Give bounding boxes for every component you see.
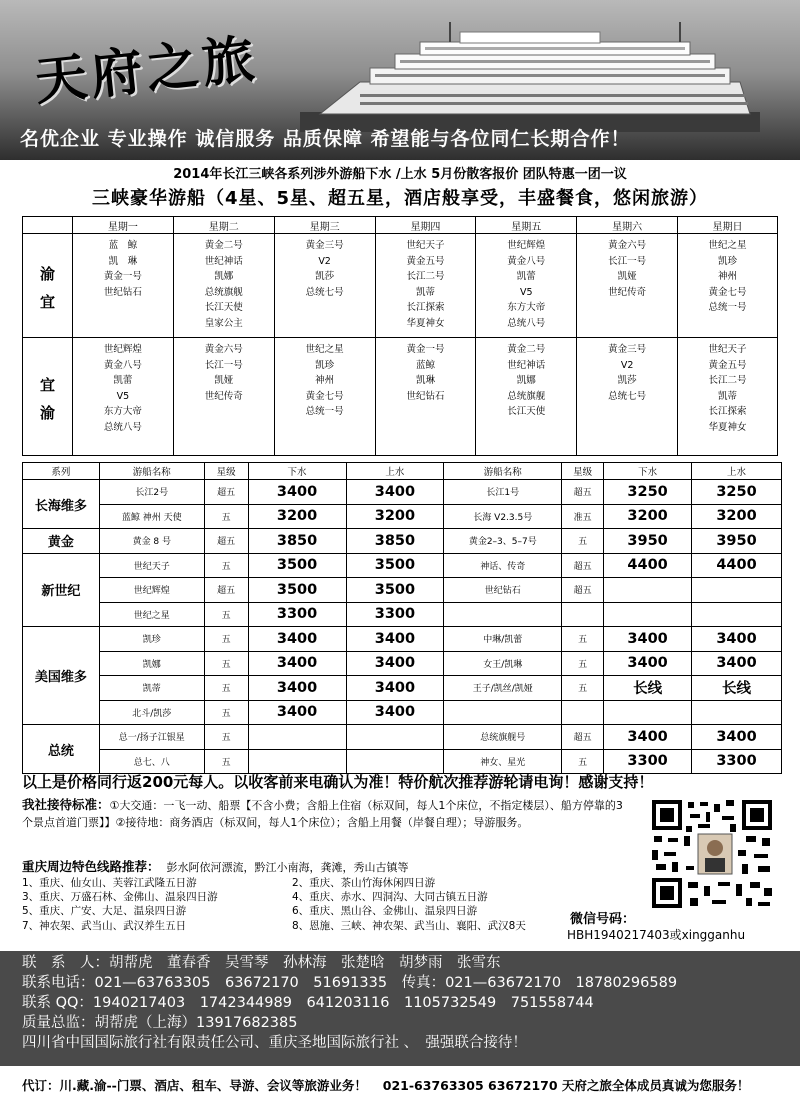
star-level: 五 xyxy=(204,504,248,529)
star-level: 五 xyxy=(204,725,248,750)
price-row xyxy=(23,553,782,578)
series-name: 长海维多 xyxy=(23,480,100,529)
price-up: 3950 xyxy=(692,529,782,554)
day-header: 星期三 xyxy=(274,217,375,234)
price-down xyxy=(604,602,692,627)
schedule-cell: 黄金二号 世纪神话 凯娜 总统旗舰 长江天使 皇家公主 xyxy=(173,234,274,338)
series-name: 美国维多 xyxy=(23,627,100,725)
ship-name: 王子/凯丝/凯娅 xyxy=(444,676,562,701)
schedule-cell: 黄金三号 V2 凯莎 总统七号 xyxy=(577,338,678,456)
star-level: 超五 xyxy=(204,578,248,603)
price-header: 上水 xyxy=(692,463,782,480)
price-down: 3500 xyxy=(248,578,346,603)
price-down: 3250 xyxy=(604,480,692,505)
route-item: 4、重庆、赤水、四洞沟、大同古镇五日游 xyxy=(292,891,488,904)
contact-people: 联 系 人：胡帮虎 董春香 吴雪琴 孙林海 张楚晗 胡梦雨 张雪东 xyxy=(22,955,501,971)
contact-phone: 联系电话：021—63763305 63672170 51691335 传真：021—63672170 18780296589 xyxy=(22,975,678,991)
price-down xyxy=(248,725,346,750)
price-down xyxy=(604,700,692,725)
star-level: 五 xyxy=(204,627,248,652)
schedule-cell: 蓝 鲸 凯 琳 黄金一号 世纪钻石 xyxy=(72,234,173,338)
price-up xyxy=(692,700,782,725)
series-name: 总统 xyxy=(23,725,100,774)
headline: 三峡豪华游船（4星、5星、超五星，酒店般享受，丰盛餐食，悠闲旅游） xyxy=(91,188,709,209)
price-up: 3300 xyxy=(346,602,444,627)
price-down: 4400 xyxy=(604,553,692,578)
price-down: 3400 xyxy=(248,480,346,505)
star-level: 准五 xyxy=(562,504,604,529)
route-list xyxy=(22,876,567,933)
price-row xyxy=(23,602,782,627)
ship-name: 凯珍 xyxy=(99,627,204,652)
ship-name: 长江1号 xyxy=(444,480,562,505)
ship-name: 世纪之星 xyxy=(99,602,204,627)
price-row xyxy=(23,627,782,652)
price-row xyxy=(23,578,782,603)
schedule-cell: 世纪天子 黄金五号 长江二号 凯蒂 长江探索 华夏神女 xyxy=(678,338,778,456)
route-item: 5、重庆、广安、大足、温泉四日游 xyxy=(22,905,187,918)
price-up xyxy=(346,749,444,774)
star-level: 超五 xyxy=(562,578,604,603)
price-row xyxy=(23,725,782,750)
schedule-row xyxy=(23,234,778,338)
route-item: 3、重庆、万盛石林、金佛山、温泉四日游 xyxy=(22,891,218,904)
route-item: 8、恩施、三峡、神农架、武当山、襄阳、武汉8天 xyxy=(292,919,526,932)
logo-title: 天府之旅 xyxy=(31,28,262,113)
price-header: 上水 xyxy=(346,463,444,480)
star-level: 五 xyxy=(204,749,248,774)
price-down: 3400 xyxy=(604,627,692,652)
price-up: 3500 xyxy=(346,578,444,603)
star-level: 超五 xyxy=(562,480,604,505)
price-up: 3400 xyxy=(692,725,782,750)
price-header: 星级 xyxy=(204,463,248,480)
contact-panel xyxy=(0,951,800,1066)
quality-director: 质量总监：胡帮虎（上海）13917682385 xyxy=(22,1015,298,1031)
price-row xyxy=(23,700,782,725)
price-up: 3300 xyxy=(692,749,782,774)
price-row xyxy=(23,504,782,529)
route-item: 1、重庆、仙女山、芙蓉江武隆五日游 xyxy=(22,877,197,889)
price-up xyxy=(692,578,782,603)
route-item: 7、神农架、武当山、武汉养生五日 xyxy=(22,919,187,932)
ship-name: 长江2号 xyxy=(99,480,204,505)
day-header: 星期一 xyxy=(72,217,173,234)
schedule-cell: 世纪之星 凯珍 神州 黄金七号 总统一号 xyxy=(274,338,375,456)
ship-name xyxy=(444,700,562,725)
star-level: 五 xyxy=(562,529,604,554)
star-level: 超五 xyxy=(562,725,604,750)
star-level: 五 xyxy=(204,676,248,701)
ship-name: 女王/凯琳 xyxy=(444,651,562,676)
ship-name: 凯娜 xyxy=(99,651,204,676)
price-row xyxy=(23,480,782,505)
schedule-cell: 世纪天子 黄金五号 长江二号 凯蒂 长江探索 华夏神女 xyxy=(375,234,476,338)
reception-text: ①大交通：一飞一动、船票【不含小费；含船上住宿（标双间，每人1个床位，不指定楼层）、船方停靠的3个景点首道门票】】②接待地：商务酒店（标双间，每人1个床位）；含船上用餐（岸餐自理）；导游服务。 xyxy=(22,799,623,829)
star-level: 五 xyxy=(204,651,248,676)
series-name: 黄金 xyxy=(23,529,100,554)
wechat-label: 微信号码： xyxy=(570,912,636,927)
price-down: 3200 xyxy=(248,504,346,529)
route-label: 渝 宜 xyxy=(23,234,73,338)
ship-name xyxy=(444,602,562,627)
day-header: 星期五 xyxy=(476,217,577,234)
price-header: 下水 xyxy=(604,463,692,480)
price-up: 3400 xyxy=(346,676,444,701)
header-banner xyxy=(0,0,800,160)
star-level: 超五 xyxy=(204,529,248,554)
price-down: 3500 xyxy=(248,553,346,578)
wechat-id: HBH1940217403或xingganhu xyxy=(567,928,746,942)
price-up: 3400 xyxy=(346,651,444,676)
price-up: 3400 xyxy=(692,627,782,652)
price-down xyxy=(604,578,692,603)
schedule-corner xyxy=(23,217,73,234)
schedule-cell: 世纪之星 凯珍 神州 黄金七号 总统一号 xyxy=(678,234,778,338)
star-level: 五 xyxy=(562,749,604,774)
day-header: 星期日 xyxy=(678,217,778,234)
price-table xyxy=(22,462,782,774)
star-level: 五 xyxy=(562,676,604,701)
price-header-row xyxy=(23,463,782,480)
routes-label: 重庆周边特色线路推荐： xyxy=(22,859,160,874)
ship-name: 世纪辉煌 xyxy=(99,578,204,603)
price-up: 3500 xyxy=(346,553,444,578)
ship-name: 中琳/凯蕾 xyxy=(444,627,562,652)
price-up xyxy=(346,725,444,750)
price-row xyxy=(23,676,782,701)
ship-name: 凯蒂 xyxy=(99,676,204,701)
ship-name: 长海 V2.3.5号 xyxy=(444,504,562,529)
price-down: 3400 xyxy=(248,627,346,652)
wechat-qr-code xyxy=(650,798,775,910)
star-level xyxy=(562,700,604,725)
price-down: 3300 xyxy=(248,602,346,627)
price-up: 3200 xyxy=(692,504,782,529)
price-down: 3850 xyxy=(248,529,346,554)
weekly-schedule-table xyxy=(22,216,778,456)
price-down: 3400 xyxy=(604,725,692,750)
price-up: 3400 xyxy=(692,651,782,676)
ship-name: 神话、传奇 xyxy=(444,553,562,578)
star-level: 五 xyxy=(204,700,248,725)
price-up: 4400 xyxy=(692,553,782,578)
star-level: 超五 xyxy=(204,480,248,505)
schedule-cell: 黄金六号 长江一号 凯娅 世纪传奇 xyxy=(173,338,274,456)
price-down: 3400 xyxy=(604,651,692,676)
schedule-cell: 黄金二号 世纪神话 凯娜 总统旗舰 长江天使 xyxy=(476,338,577,456)
price-down: 长线 xyxy=(604,676,692,701)
footer-services: 代订：川.藏.渝--门票、酒店、租车、导游、会议等旅游业务！ xyxy=(22,1078,367,1093)
ship-name: 世纪天子 xyxy=(99,553,204,578)
price-header: 游船名称 xyxy=(99,463,204,480)
price-row xyxy=(23,749,782,774)
reception-label: 我社接待标准： xyxy=(22,797,110,812)
price-down xyxy=(248,749,346,774)
schedule-row xyxy=(23,338,778,456)
star-level: 五 xyxy=(562,651,604,676)
price-row xyxy=(23,529,782,554)
price-up: 长线 xyxy=(692,676,782,701)
schedule-cell: 黄金六号 长江一号 凯娅 世纪传奇 xyxy=(577,234,678,338)
route-item: 2、重庆、茶山竹海休闲四日游 xyxy=(292,877,436,889)
price-up: 3200 xyxy=(346,504,444,529)
schedule-header-row xyxy=(23,217,778,234)
price-header: 下水 xyxy=(248,463,346,480)
contact-qq: 联系 QQ：1940217403 1742344989 641203116 1105732549 751558744 xyxy=(22,995,594,1011)
slogan: 名优企业 专业操作 诚信服务 品质保障 希望能与各位同仁长期合作！ xyxy=(20,128,631,150)
price-up xyxy=(692,602,782,627)
ship-name: 神女、星光 xyxy=(444,749,562,774)
ship-name: 总一/扬子江银星 xyxy=(99,725,204,750)
price-up: 3400 xyxy=(346,700,444,725)
price-up: 3850 xyxy=(346,529,444,554)
ship-name: 总统旗舰号 xyxy=(444,725,562,750)
star-level: 五 xyxy=(204,602,248,627)
day-header: 星期四 xyxy=(375,217,476,234)
price-header: 星级 xyxy=(562,463,604,480)
star-level: 超五 xyxy=(562,553,604,578)
schedule-cell: 黄金三号 V2 凯莎 总统七号 xyxy=(274,234,375,338)
schedule-cell: 黄金一号 蓝鲸 凯琳 世纪钻石 xyxy=(375,338,476,456)
star-level: 五 xyxy=(562,627,604,652)
schedule-cell: 世纪辉煌 黄金八号 凯蕾 V5 东方大帝 总统八号 xyxy=(72,338,173,456)
day-header: 星期二 xyxy=(173,217,274,234)
price-down: 3950 xyxy=(604,529,692,554)
series-name: 新世纪 xyxy=(23,553,100,627)
price-down: 3200 xyxy=(604,504,692,529)
price-down: 3400 xyxy=(248,651,346,676)
price-up: 3250 xyxy=(692,480,782,505)
price-subtitle: 2014年长江三峡各系列涉外游船下水 /上水 5月份散客报价 团队特惠一团一议 xyxy=(173,167,627,182)
price-up: 3400 xyxy=(346,627,444,652)
price-row xyxy=(23,651,782,676)
star-level: 五 xyxy=(204,553,248,578)
footer-contact: 021-63763305 63672170 天府之旅全体成员真诚为您服务！ xyxy=(382,1078,750,1093)
route-item: 6、重庆、黑山谷、金佛山、温泉四日游 xyxy=(292,905,478,918)
price-header: 游船名称 xyxy=(444,463,562,480)
ship-name: 蓝鲸 神州 天使 xyxy=(99,504,204,529)
price-note: 以上是价格同行返200元每人。以收客前来电确认为准！特价航次推荐游轮请电询！感谢支持！ xyxy=(22,773,654,791)
ship-name: 黄金2–3、5–7号 xyxy=(444,529,562,554)
ship-name: 北斗/凯莎 xyxy=(99,700,204,725)
reception-standard xyxy=(22,796,632,831)
routes-intro: 彭水阿依河漂流，黔江小南海，龚滩，秀山古镇等 xyxy=(166,861,409,874)
partner-agencies: 四川省中国国际旅行社有限责任公司、重庆圣地国际旅行社 、 强强联合接待！ xyxy=(22,1035,527,1051)
routes-title xyxy=(22,857,622,875)
ship-name: 黄金 8 号 xyxy=(99,529,204,554)
schedule-cell: 世纪辉煌 黄金八号 凯蕾 V5 东方大帝 总统八号 xyxy=(476,234,577,338)
route-label: 宜 渝 xyxy=(23,338,73,456)
star-level xyxy=(562,602,604,627)
ship-name: 总七、八 xyxy=(99,749,204,774)
price-header: 系列 xyxy=(23,463,100,480)
day-header: 星期六 xyxy=(577,217,678,234)
ship-name: 世纪钻石 xyxy=(444,578,562,603)
price-down: 3400 xyxy=(248,676,346,701)
price-down: 3300 xyxy=(604,749,692,774)
footer xyxy=(0,1070,800,1100)
price-up: 3400 xyxy=(346,480,444,505)
cruise-ship-image xyxy=(300,22,760,132)
price-down: 3400 xyxy=(248,700,346,725)
